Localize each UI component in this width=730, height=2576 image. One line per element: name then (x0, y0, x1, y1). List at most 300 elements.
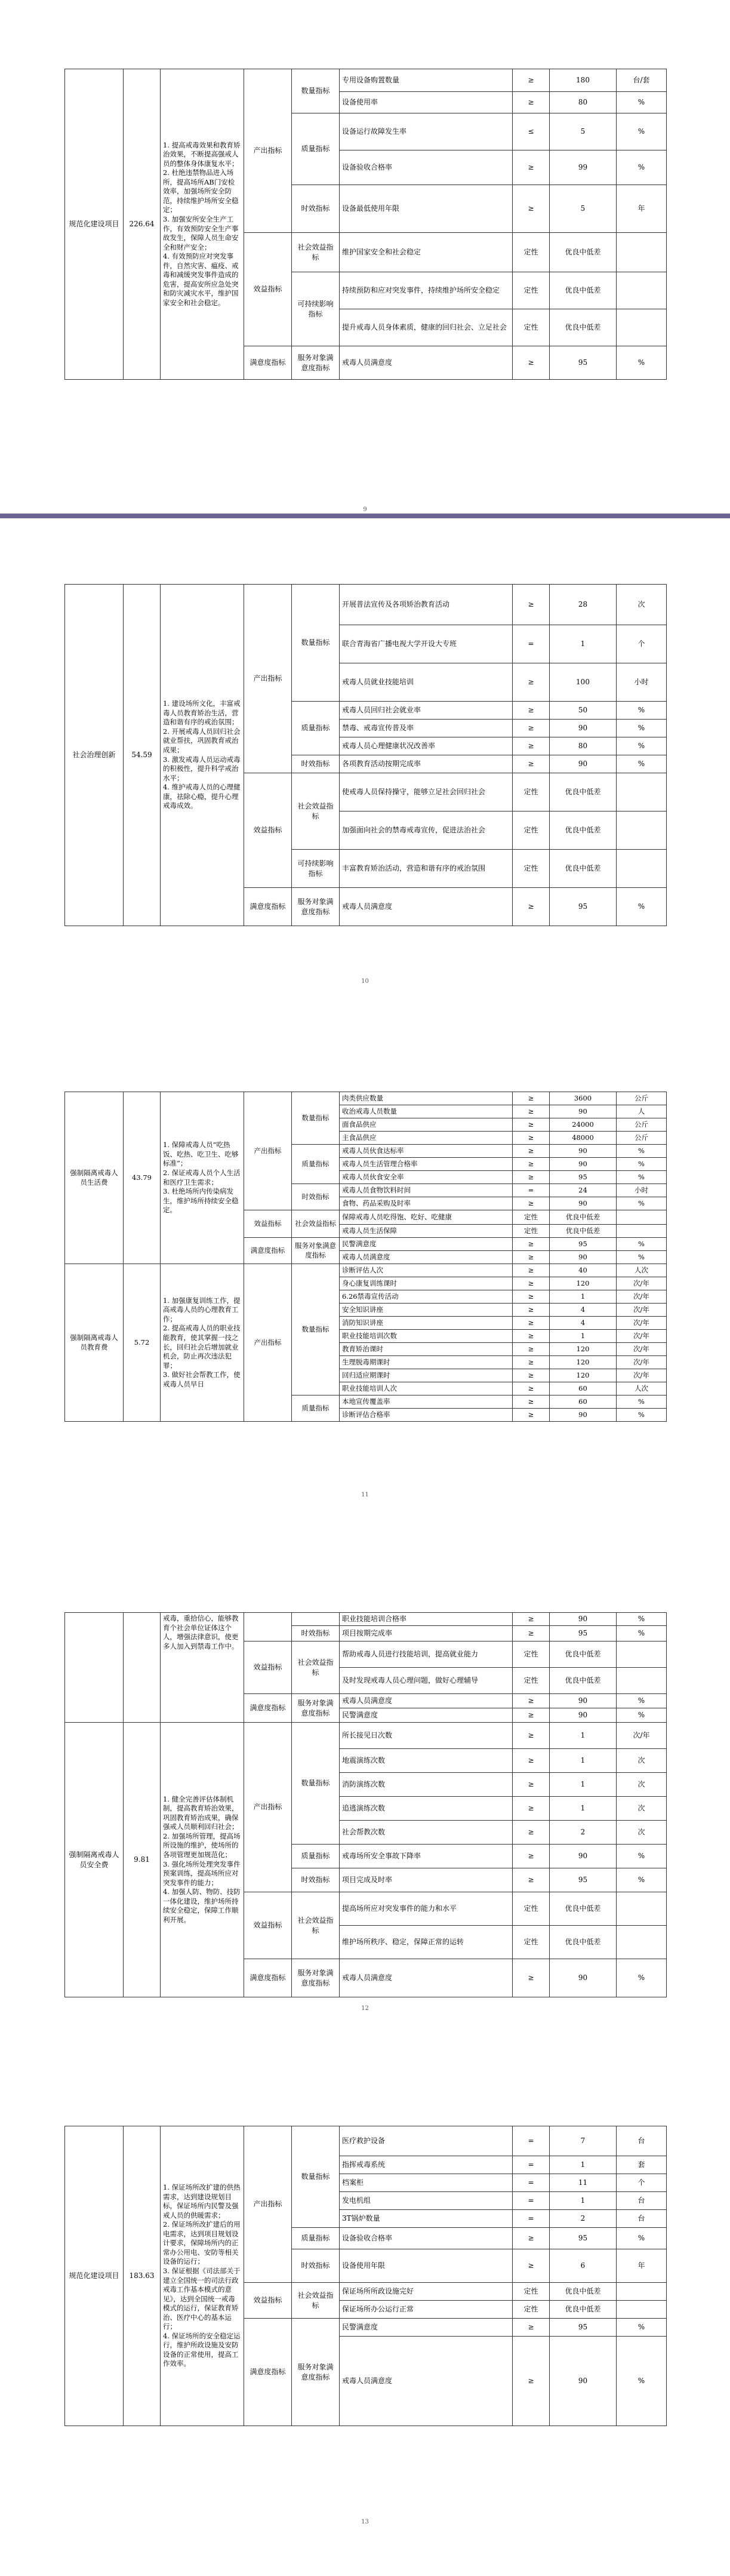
document-page-11 (0, 1032, 730, 1545)
operator-cell: ≥ (513, 150, 550, 185)
level1-indicator-cell: 产出指标 (244, 585, 292, 773)
page-number: 9 (363, 506, 367, 513)
target-value-cell: 3600 (550, 1092, 617, 1105)
level2-indicator-cell: 数量指标 (292, 69, 340, 113)
unit-cell: 个 (617, 625, 667, 663)
operator-cell: 定性 (513, 1641, 550, 1668)
unit-cell: % (617, 1708, 667, 1723)
indicator-name-cell: 保证场所所政设施完好 (340, 2283, 513, 2301)
operator-cell: ≥ (513, 1197, 550, 1210)
target-value-cell: 95 (550, 888, 617, 926)
target-value-cell: 6 (550, 2249, 617, 2283)
unit-cell: 次/年 (617, 1330, 667, 1343)
unit-cell: % (617, 1845, 667, 1868)
unit-cell: % (617, 755, 667, 773)
target-value-cell: 1 (550, 1773, 617, 1797)
unit-cell: % (617, 1171, 667, 1184)
level1-indicator-cell: 效益指标 (244, 2283, 292, 2319)
level1-indicator-cell: 满意度指标 (244, 1694, 292, 1723)
unit-cell (617, 1210, 667, 1225)
indicator-name-cell: 地震演练次数 (340, 1749, 513, 1773)
indicator-name-cell: 诊断评估合格率 (340, 1409, 513, 1422)
operator-cell: ≥ (513, 1092, 550, 1105)
indicator-name-cell: 维护国家安全和社会稳定 (340, 233, 513, 272)
target-value-cell: 90 (550, 1613, 617, 1626)
unit-cell: % (617, 888, 667, 926)
target-value-cell: 2 (550, 1821, 617, 1845)
indicator-name-cell: 及时发现戒毒人员心理问题，做好心理辅导 (340, 1668, 513, 1694)
indicator-name-cell: 职业技能培训合格率 (340, 1613, 513, 1626)
indicator-name-cell: 维护场所秩序、稳定，保障正常的运转 (340, 1926, 513, 1959)
level2-indicator-cell: 数量指标 (292, 1092, 340, 1145)
target-value-cell: 95 (550, 346, 617, 380)
page-number: 10 (361, 978, 369, 985)
target-value-cell: 1 (550, 1797, 617, 1821)
indicator-name-cell: 所长接见日次数 (340, 1723, 513, 1749)
target-value-cell: 95 (550, 2319, 617, 2337)
target-value-cell: 95 (550, 1171, 617, 1184)
unit-cell: % (617, 1613, 667, 1626)
unit-cell: % (617, 1868, 667, 1892)
indicator-name-cell: 收治戒毒人员数量 (340, 1105, 513, 1118)
page-number: 12 (361, 2005, 369, 2012)
target-value-cell: 90 (550, 1409, 617, 1422)
target-value-cell: 120 (550, 1369, 617, 1382)
target-value-cell: 1 (550, 2156, 617, 2174)
target-value-cell: 90 (550, 1959, 617, 1997)
level2-indicator-cell: 社会效益指标 (292, 2283, 340, 2319)
level2-indicator-cell: 数量指标 (292, 1264, 340, 1395)
target-value-cell: 60 (550, 1382, 617, 1395)
indicator-name-cell: 各项教育活动按期完成率 (340, 755, 513, 773)
level2-indicator-cell: 数量指标 (292, 1723, 340, 1845)
level2-indicator-cell: 质量指标 (292, 1395, 340, 1422)
level2-indicator-cell: 可持续影响指标 (292, 850, 340, 888)
operator-cell: ≥ (513, 1238, 550, 1251)
indicator-name-cell: 戒毒人员就业技能培训 (340, 663, 513, 702)
unit-cell: 次 (617, 1797, 667, 1821)
indicator-name-cell: 面食品供应 (340, 1118, 513, 1132)
continuation-blank-cell (65, 1613, 124, 1723)
operator-cell: 定性 (513, 1926, 550, 1959)
indicator-name-cell: 身心康复训练课时 (340, 1277, 513, 1290)
performance-table (64, 69, 667, 380)
operator-cell: ≥ (513, 1171, 550, 1184)
operator-cell: = (513, 2192, 550, 2210)
unit-cell: 台/套 (617, 69, 667, 92)
unit-cell: % (617, 113, 667, 150)
target-value-cell: 120 (550, 1277, 617, 1290)
target-value-cell: 24000 (550, 1118, 617, 1132)
target-value-cell: 2 (550, 2210, 617, 2228)
operator-cell: = (513, 2174, 550, 2192)
unit-cell: % (617, 1626, 667, 1641)
unit-cell: 公斤 (617, 1132, 667, 1145)
target-value-cell: 50 (550, 702, 617, 720)
project-name-cell: 强制隔离戒毒人员教育费 (65, 1264, 124, 1422)
indicator-name-cell: 戒毒人员回归社会就业率 (340, 702, 513, 720)
indicator-name-cell: 教育矫治课时 (340, 1343, 513, 1356)
target-value-cell: 90 (550, 1158, 617, 1171)
indicator-name-cell: 保障戒毒人员吃得饱、吃好、吃健康 (340, 1210, 513, 1225)
target-value-cell: 优良中低差 (550, 773, 617, 811)
project-name-cell: 规范化建设项目 (65, 69, 124, 380)
unit-cell: 次 (617, 1749, 667, 1773)
operator-cell: = (513, 625, 550, 663)
target-value-cell: 90 (550, 755, 617, 773)
unit-cell (617, 773, 667, 811)
indicator-name-cell: 戒毒人员生活保障 (340, 1225, 513, 1238)
project-goal-cell: 1. 提高戒毒效果和教育矫治效果，不断提高强戒人员的整体身体康复水平； 2. 杜绝违禁物品进入场所，提高场所AB门安检效率，加强场所安全防范，持续维护场所安全稳定； 3. 加强安所安全生产工作，有效预防安全生产事故发生，保障人员生命安全和财产安全； 4. 有效预防应对突发事件，自然灾害、瘟疫、戒毒和减缓突发事件造成的危害，提高安所应急处突和防灾减灾水平，维护国家安全和社会稳定。 (161, 69, 244, 380)
target-value-cell: 90 (550, 1694, 617, 1708)
level1-indicator-cell: 产出指标 (244, 1264, 292, 1422)
operator-cell: ≥ (513, 1797, 550, 1821)
level1-indicator-cell: 满意度指标 (244, 2319, 292, 2426)
unit-cell: % (617, 150, 667, 185)
unit-cell (617, 233, 667, 272)
indicator-name-cell: 民警满意度 (340, 2319, 513, 2337)
level2-indicator-cell: 可持续影响指标 (292, 272, 340, 346)
operator-cell: ≥ (513, 92, 550, 113)
operator-cell: 定性 (513, 309, 550, 346)
unit-cell: % (617, 1145, 667, 1158)
level2-indicator-cell: 社会效益指标 (292, 1210, 340, 1238)
continuation-blank-cell (244, 1613, 292, 1641)
level1-indicator-cell: 效益指标 (244, 233, 292, 346)
unit-cell: 次/年 (617, 1277, 667, 1290)
unit-cell: % (617, 720, 667, 737)
level2-indicator-cell: 时效指标 (292, 2249, 340, 2283)
target-value-cell: 优良中低差 (550, 1641, 617, 1668)
operator-cell: ≥ (513, 1343, 550, 1356)
operator-cell: ≥ (513, 2228, 550, 2249)
operator-cell: ≥ (513, 346, 550, 380)
level1-indicator-cell: 满意度指标 (244, 888, 292, 926)
operator-cell: ≥ (513, 1369, 550, 1382)
operator-cell: ≥ (513, 1773, 550, 1797)
unit-cell: % (617, 1395, 667, 1409)
unit-cell (617, 1926, 667, 1959)
unit-cell: 次/年 (617, 1290, 667, 1304)
target-value-cell: 99 (550, 150, 617, 185)
unit-cell: % (617, 1158, 667, 1171)
indicator-name-cell: 主食品供应 (340, 1132, 513, 1145)
target-value-cell: 90 (550, 1145, 617, 1158)
level1-indicator-cell: 效益指标 (244, 1641, 292, 1694)
unit-cell: 个 (617, 2174, 667, 2192)
level2-indicator-cell: 时效指标 (292, 1626, 340, 1641)
unit-cell: 年 (617, 2249, 667, 2283)
target-value-cell: 优良中低差 (550, 233, 617, 272)
performance-table (64, 1612, 667, 1997)
operator-cell: 定性 (513, 1225, 550, 1238)
target-value-cell: 5 (550, 185, 617, 233)
operator-cell: ≥ (513, 1330, 550, 1343)
target-value-cell: 24 (550, 1184, 617, 1197)
unit-cell (617, 1668, 667, 1694)
unit-cell: 年 (617, 185, 667, 233)
target-value-cell: 95 (550, 1626, 617, 1641)
operator-cell: ≥ (513, 1708, 550, 1723)
target-value-cell: 优良中低差 (550, 811, 617, 850)
level2-indicator-cell: 服务对象满意度指标 (292, 888, 340, 926)
target-value-cell: 1 (550, 1749, 617, 1773)
level2-indicator-cell: 服务对象满意度指标 (292, 1959, 340, 1997)
indicator-name-cell: 设备使用年限 (340, 2249, 513, 2283)
unit-cell (617, 811, 667, 850)
indicator-name-cell: 回归适应期课时 (340, 1369, 513, 1382)
operator-cell: ≥ (513, 1409, 550, 1422)
unit-cell: 小时 (617, 1184, 667, 1197)
level2-indicator-cell: 数量指标 (292, 2126, 340, 2228)
indicator-name-cell: 戒毒人员伙食达标率 (340, 1145, 513, 1158)
level2-indicator-cell: 时效指标 (292, 1184, 340, 1210)
performance-table (64, 2126, 667, 2426)
indicator-name-cell: 戒毒场所安全事故下降率 (340, 1845, 513, 1868)
operator-cell: 定性 (513, 2301, 550, 2319)
unit-cell: 次/年 (617, 1723, 667, 1749)
indicator-name-cell: 戒毒人员食物饮料时间 (340, 1184, 513, 1197)
indicator-name-cell: 持续预防和应对突发事件，持续维护场所安全稳定 (340, 272, 513, 309)
indicator-name-cell: 戒毒人员满意度 (340, 2337, 513, 2426)
indicator-name-cell: 民警满意度 (340, 1238, 513, 1251)
indicator-name-cell: 设备运行故障发生率 (340, 113, 513, 150)
level1-indicator-cell: 产出指标 (244, 69, 292, 233)
unit-cell: 次/年 (617, 1356, 667, 1369)
performance-table (64, 584, 667, 926)
operator-cell: 定性 (513, 1668, 550, 1694)
indicator-name-cell: 戒毒人员心理健康状况改善率 (340, 737, 513, 755)
operator-cell: ≥ (513, 1749, 550, 1773)
unit-cell (617, 1892, 667, 1926)
indicator-name-cell: 消防演练次数 (340, 1773, 513, 1797)
target-value-cell: 28 (550, 585, 617, 625)
target-value-cell: 1 (550, 1723, 617, 1749)
operator-cell: ≥ (513, 1395, 550, 1409)
indicator-name-cell: 3T锅炉数量 (340, 2210, 513, 2228)
level2-indicator-cell: 质量指标 (292, 1845, 340, 1868)
indicator-name-cell: 职业技能培训人次 (340, 1382, 513, 1395)
target-value-cell: 4 (550, 1304, 617, 1317)
level1-indicator-cell: 满意度指标 (244, 1238, 292, 1264)
operator-cell: 定性 (513, 850, 550, 888)
operator-cell: ≤ (513, 113, 550, 150)
operator-cell: ≥ (513, 1382, 550, 1395)
document-page-13 (0, 2059, 730, 2576)
level1-indicator-cell: 效益指标 (244, 773, 292, 888)
operator-cell: 定性 (513, 2283, 550, 2301)
level2-indicator-cell: 社会效益指标 (292, 1892, 340, 1959)
unit-cell (617, 2283, 667, 2301)
project-amount-cell: 9.81 (124, 1723, 161, 1997)
operator-cell: ≥ (513, 755, 550, 773)
target-value-cell: 48000 (550, 1132, 617, 1145)
target-value-cell: 40 (550, 1264, 617, 1277)
indicator-name-cell: 项目按期完成率 (340, 1626, 513, 1641)
operator-cell: ≥ (513, 663, 550, 702)
unit-cell: % (617, 1238, 667, 1251)
indicator-name-cell: 安全知识讲座 (340, 1304, 513, 1317)
indicator-name-cell: 戒毒人员满意度 (340, 888, 513, 926)
target-value-cell: 优良中低差 (550, 2301, 617, 2319)
target-value-cell: 90 (550, 1197, 617, 1210)
target-value-cell: 95 (550, 1238, 617, 1251)
target-value-cell: 优良中低差 (550, 272, 617, 309)
operator-cell: ≥ (513, 185, 550, 233)
operator-cell: ≥ (513, 1118, 550, 1132)
unit-cell: 台 (617, 2126, 667, 2156)
indicator-name-cell: 民警满意度 (340, 1708, 513, 1723)
unit-cell: 次/年 (617, 1343, 667, 1356)
operator-cell: ≥ (513, 1105, 550, 1118)
operator-cell: ≥ (513, 1694, 550, 1708)
unit-cell: 人次 (617, 1264, 667, 1277)
target-value-cell: 5 (550, 113, 617, 150)
indicator-name-cell: 本地宣传覆盖率 (340, 1395, 513, 1409)
operator-cell: ≥ (513, 2249, 550, 2283)
unit-cell: % (617, 702, 667, 720)
indicator-name-cell: 追逃演练次数 (340, 1797, 513, 1821)
operator-cell: ≥ (513, 720, 550, 737)
operator-cell: ≥ (513, 585, 550, 625)
target-value-cell: 95 (550, 2228, 617, 2249)
target-value-cell: 100 (550, 663, 617, 702)
indicator-name-cell: 禁毒、戒毒宣传普及率 (340, 720, 513, 737)
unit-cell: 人次 (617, 1382, 667, 1395)
operator-cell: 定性 (513, 1892, 550, 1926)
project-amount-cell: 43.79 (124, 1092, 161, 1264)
level2-indicator-cell: 质量指标 (292, 702, 340, 755)
operator-cell: ≥ (513, 1821, 550, 1845)
operator-cell: ≥ (513, 1264, 550, 1277)
project-amount-cell: 226.64 (124, 69, 161, 380)
indicator-name-cell: 戒毒人员满意度 (340, 1251, 513, 1264)
level2-indicator-cell: 时效指标 (292, 755, 340, 773)
unit-cell: 小时 (617, 663, 667, 702)
unit-cell: 次/年 (617, 1304, 667, 1317)
operator-cell: ≥ (513, 1317, 550, 1330)
indicator-name-cell: 戒毒人员生活管理合格率 (340, 1158, 513, 1171)
project-name-cell: 强制隔离戒毒人员生活费 (65, 1092, 124, 1264)
unit-cell: 台 (617, 2210, 667, 2228)
unit-cell: % (617, 737, 667, 755)
unit-cell (617, 2301, 667, 2319)
unit-cell: 次 (617, 1773, 667, 1797)
unit-cell: % (617, 346, 667, 380)
target-value-cell: 1 (550, 1330, 617, 1343)
indicator-name-cell: 发电机组 (340, 2192, 513, 2210)
level2-indicator-cell: 服务对象满意度指标 (292, 346, 340, 380)
indicator-name-cell: 指挥戒毒系统 (340, 2156, 513, 2174)
level1-indicator-cell: 产出指标 (244, 1723, 292, 1892)
unit-cell (617, 309, 667, 346)
target-value-cell: 90 (550, 1708, 617, 1723)
target-value-cell: 优良中低差 (550, 2283, 617, 2301)
target-value-cell: 1 (550, 625, 617, 663)
unit-cell (617, 272, 667, 309)
indicator-name-cell: 职业技能培训次数 (340, 1330, 513, 1343)
operator-cell: 定性 (513, 1210, 550, 1225)
project-goal-cell: 1. 保证场所改扩建的供热需求，达到建设规划目标，保证场所内民警及强戒人员的供暖需求； 2. 保证场所改扩建后的用电需求，达到项目规划设计要求，保障场所内的正常办公用电、安防等相关设备的运行； 3. 保证根据《司法部关于建立全国统一的司法行政戒毒工作基本模式的意见》，达到全国统一戒毒模式的运行，保证教育矫治、医疗中心的基本运行； 4. 保证场所的安全稳定运行，维护所政设施及安防设备的正常使用，提高工作效率。 (161, 2126, 244, 2426)
target-value-cell: 优良中低差 (550, 850, 617, 888)
indicator-name-cell: 戒毒人员满意度 (340, 1959, 513, 1997)
project-name-cell: 强制隔离戒毒人员安全费 (65, 1723, 124, 1997)
continuation-blank-cell (292, 1613, 340, 1626)
level2-indicator-cell: 质量指标 (292, 1145, 340, 1184)
unit-cell (617, 1225, 667, 1238)
target-value-cell: 90 (550, 1251, 617, 1264)
target-value-cell: 120 (550, 1343, 617, 1356)
indicator-name-cell: 戒毒人员伙食安全率 (340, 1171, 513, 1184)
target-value-cell: 7 (550, 2126, 617, 2156)
operator-cell: ≥ (513, 1356, 550, 1369)
target-value-cell: 80 (550, 92, 617, 113)
operator-cell: ≥ (513, 1277, 550, 1290)
target-value-cell: 优良中低差 (550, 1892, 617, 1926)
indicator-name-cell: 戒毒人员满意度 (340, 1694, 513, 1708)
operator-cell: ≥ (513, 702, 550, 720)
level1-indicator-cell: 效益指标 (244, 1892, 292, 1959)
indicator-name-cell: 医疗救护设备 (340, 2126, 513, 2156)
operator-cell: ≥ (513, 1868, 550, 1892)
performance-table (64, 1092, 667, 1422)
unit-cell: 台 (617, 2192, 667, 2210)
operator-cell: 定性 (513, 272, 550, 309)
operator-cell: ≥ (513, 1290, 550, 1304)
indicator-name-cell: 设备最低使用年限 (340, 185, 513, 233)
level1-indicator-cell: 满意度指标 (244, 346, 292, 380)
operator-cell: ≥ (513, 2337, 550, 2426)
operator-cell: ≥ (513, 1251, 550, 1264)
operator-cell: 定性 (513, 811, 550, 850)
target-value-cell: 优良中低差 (550, 1210, 617, 1225)
operator-cell: ≥ (513, 2319, 550, 2337)
continuation-blank-cell (124, 1613, 161, 1723)
operator-cell: 定性 (513, 773, 550, 811)
target-value-cell: 60 (550, 1395, 617, 1409)
level2-indicator-cell: 社会效益指标 (292, 1641, 340, 1694)
level2-indicator-cell: 社会效益指标 (292, 773, 340, 850)
unit-cell: % (617, 1251, 667, 1264)
operator-cell: ≥ (513, 1959, 550, 1997)
level1-indicator-cell: 满意度指标 (244, 1959, 292, 1997)
unit-cell (617, 850, 667, 888)
unit-cell: % (617, 1694, 667, 1708)
project-goal-cell: 1. 建设场所文化，丰富戒毒人员教育矫治生活，营造和谐有序的戒治氛围； 2. 开展戒毒人员回归社会就业帮扶，巩固教育戒治成果； 3. 激发戒毒人员运动戒毒的积极性，提升科学戒治水平； 4. 维护戒毒人员的心理健康，祛除心瘾，提升心理戒毒成效。 (161, 585, 244, 926)
target-value-cell: 1 (550, 1290, 617, 1304)
operator-cell: = (513, 2210, 550, 2228)
target-value-cell: 4 (550, 1317, 617, 1330)
operator-cell: ≥ (513, 1132, 550, 1145)
operator-cell: ≥ (513, 1845, 550, 1868)
operator-cell: ≥ (513, 1304, 550, 1317)
operator-cell: = (513, 2126, 550, 2156)
target-value-cell: 优良中低差 (550, 1926, 617, 1959)
indicator-name-cell: 戒毒人员满意度 (340, 346, 513, 380)
level2-indicator-cell: 服务对象满意度指标 (292, 1694, 340, 1723)
level2-indicator-cell: 服务对象满意度指标 (292, 1238, 340, 1264)
level2-indicator-cell: 社会效益指标 (292, 233, 340, 272)
target-value-cell: 优良中低差 (550, 1668, 617, 1694)
indicator-name-cell: 生理脱毒期课时 (340, 1356, 513, 1369)
unit-cell: % (617, 1959, 667, 1997)
operator-cell: ≥ (513, 69, 550, 92)
target-value-cell: 优良中低差 (550, 309, 617, 346)
unit-cell (617, 1641, 667, 1668)
indicator-name-cell: 提高场所应对突发事件的能力和水平 (340, 1892, 513, 1926)
indicator-name-cell: 设备使用率 (340, 92, 513, 113)
operator-cell: ≥ (513, 737, 550, 755)
